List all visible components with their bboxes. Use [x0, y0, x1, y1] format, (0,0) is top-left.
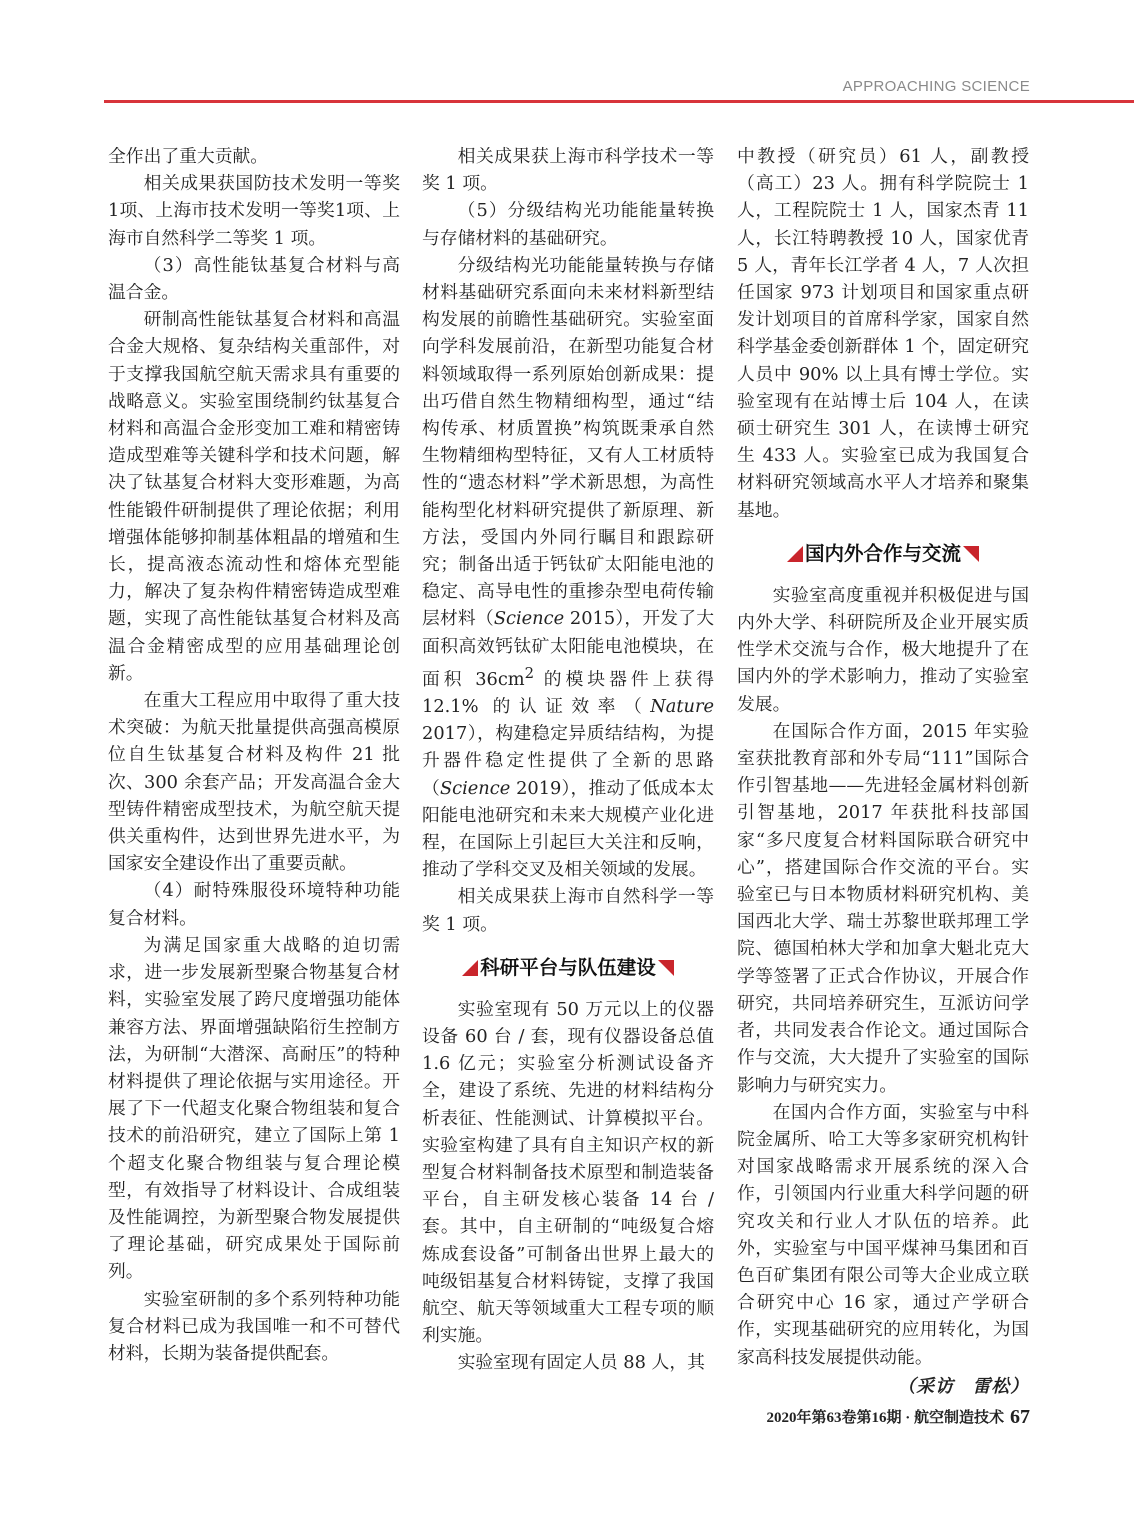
paragraph: 在重大工程应用中取得了重大技术突破：为航天批量提供高强高模原位自生钛基复合材料及构件 21 批次、300 余套产品；开发高温合金大型铸件精密成型技术，为航空航天提供关重构件，达到世界先进水平，为国家安全建设作出了重要贡献。	[108, 690, 400, 875]
paragraph: 实验室现有固定人员 88 人，其	[457, 1352, 705, 1374]
paragraph: 为满足国家重大战略的迫切需求，进一步发展新型聚合物基复合材料，实验室发展了跨尺度增强功能体兼容方法、界面增强缺陷衍生控制方法，为研制“大潜深、高耐压”的特种材料提供了理论依据与实用途径。开展了下一代超支化聚合物组装和复合技术的前沿研究，建立了国际上第 1 个超支化聚合物组装与复合理论模型，有效指导了材料设计、合成组装及性能调控，为新型聚合物发展提供了理论基础，研究成果处于国际前列。	[108, 934, 400, 1283]
paragraph: 实验室研制的多个系列特种功能复合材料已成为我国唯一和不可替代材料，长期为装备提供配套。	[108, 1288, 400, 1364]
paragraph: 研制高性能钛基复合材料和高温合金大规格、复杂结构关重部件，对于支撑我国航空航天需求具有重要的战略意义。实验室围绕制约钛基复合材料和高温合金形变加工难和精密铸造成型难等关键科学和技术问题，解决了钛基复合材料大变形难题，为高性能锻件研制提供了理论依据；利用增强体能够抑制基体粗晶的增殖和生长，提高液态流动性和熔体充型能力，解决了复杂构件精密铸造成型难题，实现了高性能钛基复合材料及高温合金精密成型的应用基础理论创新。	[108, 309, 400, 684]
text-run: 2019），推动了低成本太阳能电池研究和未来大规模产业化进程，在国际上引起巨大关注和反响，推动了学科交叉及相关领域的发展。	[422, 777, 714, 881]
paragraph: 实验室现有 50 万元以上的仪器设备 60 台 / 套，现有仪器设备总值 1.6 亿元；实验室分析测试设备齐全，建设了系统、先进的材料结构分析表征、性能测试、计算模拟平台。实验室构建了具有自主知识产权的新型复合材料制备技术原型和制造装备平台，自主研发核心装备 14 台 / 套。其中，自主研制的“吨级复合熔炼成套设备”可制备出世界上最大的吨级铝基复合材料铸锭，支撑了我国航空、航天等领域重大工程专项的顺利实施。	[422, 998, 714, 1347]
text-run: 的模块器件上获得 12.1% 的认证效率（	[422, 668, 714, 717]
section-heading-text: 国内外合作与交流	[804, 541, 961, 565]
subsection-title: （4）耐特殊服役环境特种功能复合材料。	[108, 880, 400, 929]
paragraph: 在国际合作方面，2015 年实验室获批教育部和外专局“111”国际合作引智基地——先进轻金属材料创新引智基地，2017 年获批科技部国家“多尺度复合材料国际联合研究中心”，搭建国际合作交流的平台。实验室已与日本物质材料研究机构、美国西北大学、瑞士苏黎世联邦理工学院、德国柏林大学和加拿大魁北克大学等签署了正式合作协议，开展合作研究，共同培养研究生，互派访问学者，共同发表合作论文。通过国际合作与交流，大大提升了实验室的国际影响力与研究实力。	[737, 720, 1029, 1096]
page-number: 67	[1010, 1406, 1030, 1428]
text-run: 2017），构建稳定异质结结构，为提升器件稳定性提供了全新的思路（	[422, 723, 714, 799]
column-3	[737, 143, 1029, 1400]
section-label: APPROACHING SCIENCE	[842, 78, 1030, 95]
header-rule	[104, 100, 1134, 103]
journal-name: Science	[493, 608, 565, 630]
superscript: 2	[524, 664, 535, 682]
triangle-left-icon	[462, 960, 478, 976]
paragraph: 相关成果获上海市科学技术一等奖 1 项。	[422, 146, 714, 195]
text-run: 分级结构光功能能量转换与存储材料基础研究系面向未来材料新型结构发展的前瞻性基础研究。实验室面向学科发展前沿，在新型功能复合材料领域取得一系列原始创新成果：提出巧借自然生物精细构型，通过“结构传承、材质置换”构筑既秉承自然生物精细构型特征，又有人工材质特性的“遗态材料”学术新思想，为高性能构型化材料研究提供了新原理、新方法，受国内外同行瞩目和跟踪研究；制备出适于钙钛矿太阳能电池的稳定、高导电性的重掺杂型电荷传输层材料（	[422, 254, 714, 630]
text-run: 2015），开发了大面积高效钙钛矿太阳能电池模块，在面积 36cm	[422, 608, 714, 690]
paragraph: 实验室高度重视并积极促进与国内外大学、科研院所及企业开展实质性学术交流与合作，极大地提升了在国内外的学术影响力，推动了实验室发展。	[737, 584, 1029, 715]
journal-issue: 2020年第63卷第16期 · 航空制造技术	[766, 1410, 1004, 1426]
paragraph: 全作出了重大贡献。	[108, 146, 269, 167]
paragraph	[422, 252, 714, 884]
column-1	[108, 143, 400, 1367]
paragraph: 相关成果获上海市自然科学一等奖 1 项。	[422, 886, 714, 935]
journal-name: Science	[439, 777, 511, 799]
journal-name: Nature	[650, 695, 714, 717]
triangle-left-icon	[787, 546, 803, 562]
section-heading-text: 科研平台与队伍建设	[480, 955, 656, 979]
triangle-right-icon	[658, 960, 674, 976]
byline: （采访 雷松）	[897, 1375, 1029, 1397]
subsection-title: （3）高性能钛基复合材料与高温合金。	[108, 254, 400, 304]
paragraph: 在国内合作方面，实验室与中科院金属所、哈工大等多家研究机构针对国家战略需求开展系统的深入合作，引领国内行业重大科学问题的研究攻关和行业人才队伍的培养。此外，实验室与中国平煤神马集团和百色百矿集团有限公司等大企业成立联合研究中心 16 家，通过产学研合作，实现基础研究的应用转化，为国家高科技发展提供动能。	[737, 1101, 1029, 1368]
section-heading	[737, 540, 1029, 568]
paragraph: 相关成果获国防技术发明一等奖1项、上海市技术发明一等奖1项、上海市自然科学二等奖 1 项。	[108, 173, 400, 249]
triangle-right-icon	[963, 546, 979, 562]
section-heading	[422, 954, 714, 982]
paragraph: 中教授（研究员）61 人，副教授（高工）23 人。拥有科学院院士 1 人，工程院院士 1 人，国家杰青 11 人，长江特聘教授 10 人，国家优青 5 人，青年长江学者 4 人，7 人次担任国家 973 计划项目和国家重点研发计划项目的首席科学家，国家自然科学基金委创新群体 1 个，固定研究人员中 90% 以上具有博士学位。实验室现有在站博士后 104 人，在读硕士研究生 301 人，在读博士研究生 433 人。实验室已成为我国复合材料研究领域高水平人才培养和聚集基地。	[737, 146, 1029, 521]
column-2	[422, 143, 714, 1377]
page-footer	[766, 1406, 1030, 1429]
subsection-title: （5）分级结构光功能能量转换与存储材料的基础研究。	[422, 200, 714, 249]
